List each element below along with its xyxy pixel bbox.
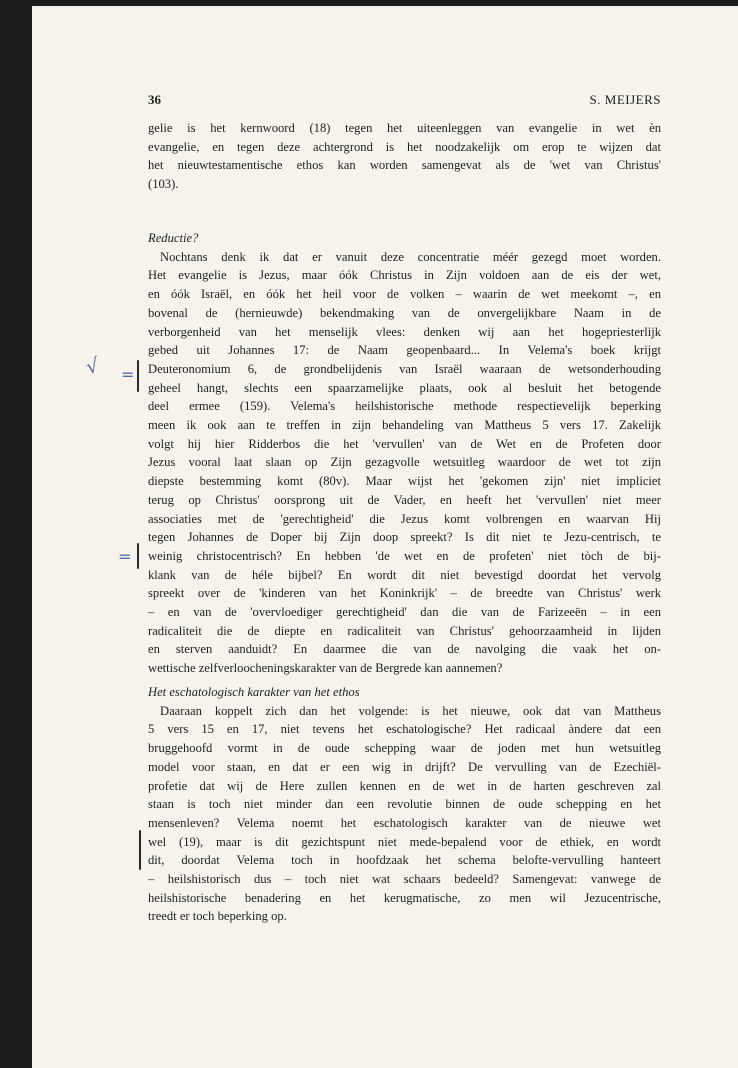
text-line: (103). [148,177,179,192]
text-line: geheel hangt, slechts een spaarzamelijke plaats, ook al besluit het betogende [148,380,661,395]
section-reductie [148,229,661,678]
text-line: Het evangelie is Jezus, maar óók Christus in Zijn voldoen aan de eis der wet, [148,268,661,283]
text-line: mensenleven? Velema noemt het eschatologisch karakter van de nieuwe wet [148,815,661,830]
page-number: 36 [148,92,161,107]
text-line: Daaraan koppelt zich dan het volgende: is het nieuwe, ook dat van Mattheus [160,703,661,718]
text-line: 5 vers 15 en 17, niet tevens het eschatologische? Het radicaal àndere dat een [148,722,661,737]
margin-bracket-1 [137,360,139,392]
text-line: tegen Johannes de Doper bij Zijn doop spreekt? Is dit niet te Jezu-centrisch, te [148,530,661,545]
section-body-eschatologisch [148,702,661,926]
text-line: en sterven aanduidt? En daarmee die van de navolging die vaak het on- [148,642,661,657]
text-line: deel ermee (159). Velema's heilshistorische methode respectievelijk beperking [148,399,661,414]
margin-bracket-2 [137,543,139,569]
text-line: gelie is het kernwoord (18) tegen het uiteenleggen van evangelie in wet èn [148,121,661,135]
section-body-reductie [148,248,661,678]
section-heading-reductie: Reductie? [148,231,199,245]
opening-paragraph [148,119,661,194]
text-line: evangelie, en tegen deze achtergrond is het noodzakelijk om erop te wijzen dat [148,139,661,154]
text-line: volgt hij hier Ridderbos die het 'vervullen' van de Wet en de Profeten door [148,436,661,451]
text-line: associaties met de 'gerechtigheid' die Jezus komt volbrengen en waarvan Hij [148,511,661,526]
text-line: het nieuwtestamentische ethos kan worden samengevat als de 'wet van Christus' [148,158,661,173]
margin-equals-sign-2: = [118,547,132,566]
text-line: Nochtans denk ik dat er vanuit deze concentratie méér gezegd moet worden. [160,249,661,264]
text-line: profetie dat wij de Here zullen kennen en de wet in de harten geschreven zal [148,778,661,793]
text-line: gebed uit Johannes 17: de Naam geopenbaard... In Velema's boek krijgt [148,343,661,358]
text-line: model voor staan, en dat er een wig in drijft? De vervulling van de Ezechiël- [148,759,661,774]
text-line: weinig christocentrisch? En hebben 'de wet en de profeten' niet tòch de bij- [148,548,661,563]
margin-equals-sign-1: = [121,365,135,384]
text-line: Jezus vooral laat slaan op Zijn gezagvolle wetsuitleg waardoor de wet tot zijn [148,455,661,470]
text-line: radicaliteit die de diepte en radicaliteit van Christus' gehoorzaamheid in lijden [148,623,661,638]
text-line: – en van de 'overvloediger gerechtigheid' dan die van de Farizeeën – in een [148,605,661,620]
running-head-author: S. MEIJERS [589,92,661,107]
margin-bracket-3 [139,830,141,870]
text-line: spreekt over de 'kinderen van het Koninkrijk' – de breedte van Christus' werk [148,586,661,601]
text-line: en óók Israël, en óók het heil voor de volken – waarin de wet meekomt –, en [148,287,661,302]
text-line: klank van de héle bijbel? En wordt dit niet bevestigd doordat het vervolg [148,567,661,582]
text-line: – heilshistorisch dus – toch niet wat schaars bedeeld? Samengevat: vanwege de [148,872,661,887]
text-line: verborgenheid van het menselijk vlees: denken wij aan het hogepriesterlijk [148,324,661,339]
text-line: bruggehoofd vormt in de oude schepping waar de joden met hun wetsuitleg [148,741,661,756]
text-line: wettische zelfverloocheningskarakter van de Bergrede kan aannemen? [148,661,503,676]
text-line: wel (19), maar is dit gezichtspunt niet mede-bepalend voor de ethiek, en wordt [148,834,661,849]
text-line: treedt er toch beperking op. [148,909,287,924]
text-line: diepste bestemming komt (80v). Maar wijst het 'gekomen zijn' niet impliciet [148,474,661,489]
text-line: dit, doordat Velema toch in hoofdzaak het schema belofte-vervulling hanteert [148,853,661,868]
section-heading-eschatologisch: Het eschatologisch karakter van het ethos [148,685,360,699]
text-line: meen ik ook aan te treffen in zijn behandeling van Mattheus 5 vers 17. Zakelijk [148,418,661,433]
section-eschatologisch [148,683,661,926]
text-line: staan is toch niet minder dan een revolutie binnen de oude schepping en het [148,797,661,812]
margin-check-mark: √ [83,352,102,380]
text-line: terug op Christus' oorsprong uit de Vader, en heeft het 'vervullen' niet meer [148,492,661,507]
text-line: Deuteronomium 6, de grondbelijdenis van Israël waaraan de wetsonderhouding [148,361,661,376]
text-line: heilshistorische benadering en het kerugmatische, zo men wil Jezucentrische, [148,890,661,905]
text-line: bovenal de (hernieuwde) bekendmaking van de onvergelijkbare Naam in de [148,305,661,320]
